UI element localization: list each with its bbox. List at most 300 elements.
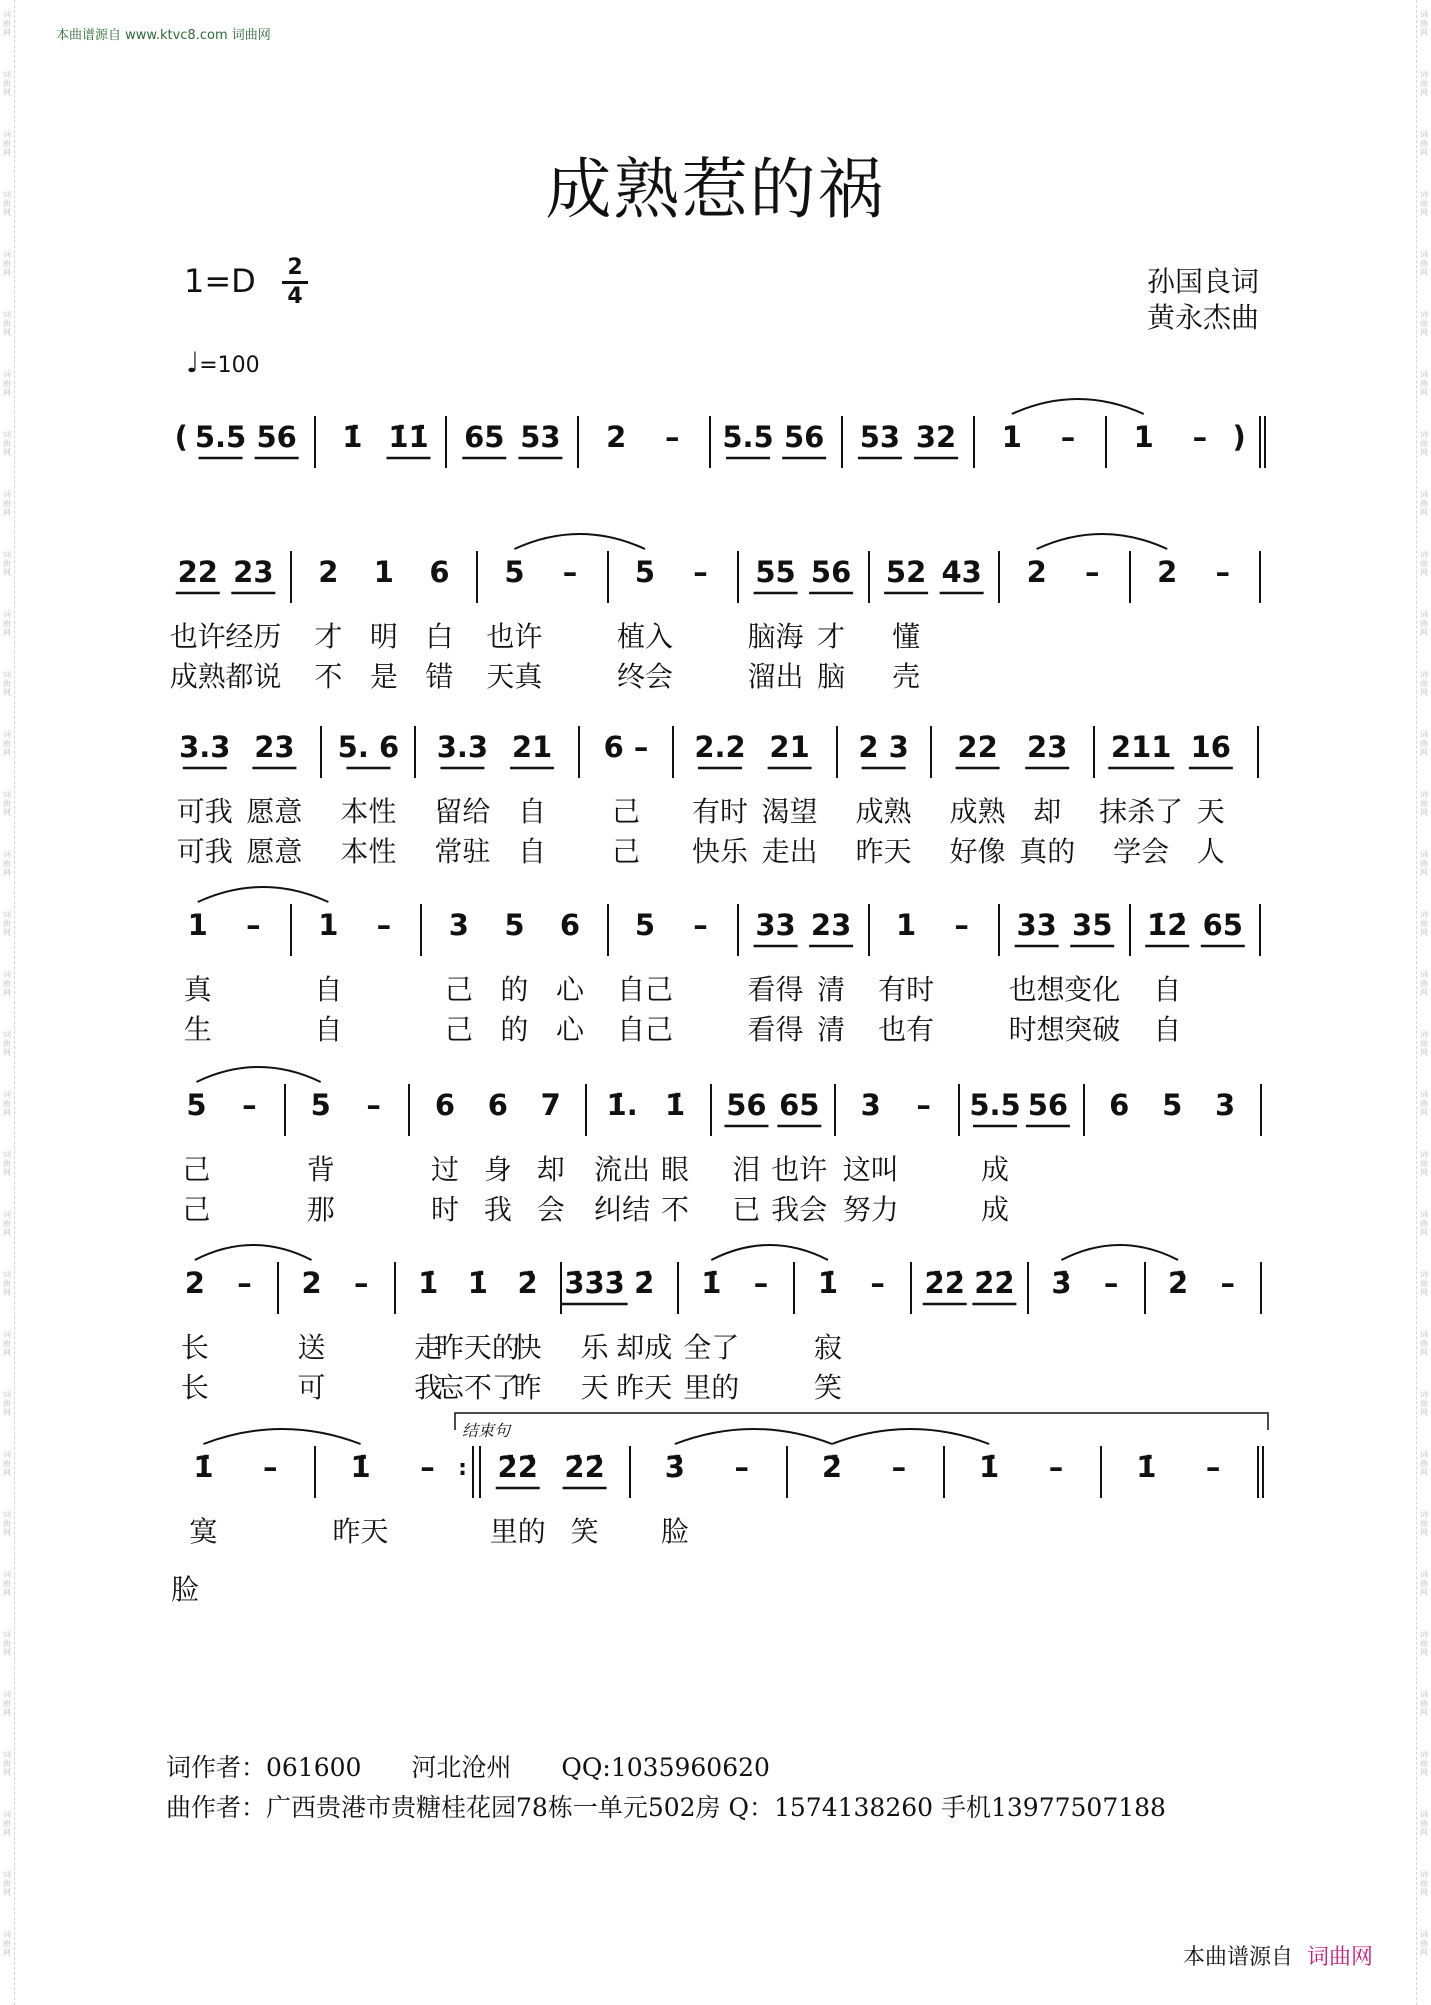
barline xyxy=(394,1262,396,1314)
lyric-word: 走出 xyxy=(761,835,818,868)
lyric-word: 溜出 xyxy=(747,660,804,693)
tie-slur xyxy=(195,1245,312,1260)
barline xyxy=(998,551,1000,603)
note-group: 2 xyxy=(1157,555,1178,589)
note-group: 1̇ xyxy=(193,1450,214,1484)
edge-watermark-mark: 词曲网 xyxy=(1420,970,1428,997)
barline xyxy=(834,1084,836,1136)
edge-watermark-mark: 词曲网 xyxy=(1420,70,1428,97)
barline xyxy=(930,726,932,778)
quarter-note-icon: ♩ xyxy=(186,346,200,379)
lyric-word: 过 xyxy=(430,1153,460,1186)
edge-watermark-mark: 词曲网 xyxy=(1420,1690,1428,1717)
lyric-word: 自 xyxy=(518,835,547,868)
lyric-word: 己 xyxy=(182,1193,211,1226)
edge-watermark-mark: 词曲网 xyxy=(1420,1750,1428,1777)
note-group: 1̇ xyxy=(418,1266,439,1300)
edge-watermark-mark: 词曲网 xyxy=(1420,10,1428,37)
edge-watermark-mark: 词曲网 xyxy=(3,490,11,517)
edge-watermark-mark: 词曲网 xyxy=(3,1090,11,1117)
barline xyxy=(1259,904,1261,956)
note-group: 1̇ xyxy=(701,1266,722,1300)
tie-slur xyxy=(711,1245,828,1260)
lyric-word: 天真 xyxy=(486,660,543,693)
tie-slur xyxy=(514,534,645,549)
lyric-word: 笑 xyxy=(813,1371,843,1404)
edge-watermark-mark: 词曲网 xyxy=(3,1690,11,1717)
edge-watermark-mark: 词曲网 xyxy=(3,610,11,637)
barline xyxy=(314,1446,316,1498)
edge-watermark-mark: 词曲网 xyxy=(3,550,11,577)
note-group: – xyxy=(1103,1266,1119,1300)
lyric-word: 天 xyxy=(1196,795,1225,828)
lyric-word: 抹杀了 xyxy=(1099,795,1184,828)
lyric-word: 流出 xyxy=(594,1153,651,1186)
note-group: 3 xyxy=(860,1088,881,1122)
lyric-word: 愿意 xyxy=(246,835,303,868)
lyric-word: 自己 xyxy=(616,1013,674,1046)
note-group: – xyxy=(263,1450,278,1484)
note-group: – xyxy=(246,908,261,942)
note-group: 5 xyxy=(504,555,525,589)
lyric-word: 走 xyxy=(414,1331,443,1364)
bracket: ) xyxy=(1232,420,1246,454)
lyric-word: 己 xyxy=(182,1153,211,1186)
note-group: 21 xyxy=(769,730,810,764)
barline xyxy=(677,1262,679,1314)
note-group: – xyxy=(242,1088,257,1122)
edge-watermark-mark: 词曲网 xyxy=(1420,490,1428,517)
lyric-word: 突破 xyxy=(1064,1013,1121,1046)
barline xyxy=(320,726,322,778)
note-group: 2̇ xyxy=(517,1266,538,1300)
lyric-word: 己 xyxy=(611,795,641,828)
note-group: 5 xyxy=(186,1088,207,1122)
barline xyxy=(1260,1262,1262,1314)
note-group: 5 xyxy=(1162,1088,1183,1122)
edge-watermark-mark: 词曲网 xyxy=(1420,1630,1428,1657)
edge-watermark-mark: 词曲网 xyxy=(1420,1570,1428,1597)
lyric-word: 清 xyxy=(817,973,846,1006)
barline xyxy=(314,416,316,468)
lyric-word: 我会 xyxy=(771,1193,828,1226)
edge-watermark-mark: 词曲网 xyxy=(1420,1330,1428,1357)
note-group: 56 xyxy=(810,555,852,589)
barline xyxy=(672,726,674,778)
edge-watermark-mark: 词曲网 xyxy=(3,310,11,337)
note-group: 65 xyxy=(1202,908,1243,942)
note-group: – xyxy=(954,908,969,942)
barline xyxy=(737,904,739,956)
note-group: – xyxy=(376,908,392,942)
edge-watermark-mark: 词曲网 xyxy=(3,730,11,757)
barline xyxy=(476,551,478,603)
edge-watermark-mark: 词曲网 xyxy=(3,1750,11,1777)
edge-watermark-mark: 词曲网 xyxy=(1420,730,1428,757)
note-group: 3.3 xyxy=(179,730,231,764)
barline xyxy=(1260,1084,1262,1136)
lyric-word: 我 xyxy=(414,1371,443,1404)
note-group: 1̇ xyxy=(342,420,363,454)
note-group: 2̇ xyxy=(821,1450,843,1484)
right-edge-strip xyxy=(1416,0,1431,2005)
lyric-word: 都说 xyxy=(225,660,282,693)
note-group: – xyxy=(420,1450,435,1484)
edge-watermark-mark: 词曲网 xyxy=(3,70,11,97)
barline xyxy=(420,904,422,956)
note-group: 6 – xyxy=(603,730,649,764)
barline xyxy=(910,1262,912,1314)
final-barline xyxy=(1257,1446,1264,1498)
note-group: 6 xyxy=(434,1088,456,1122)
barline xyxy=(577,416,579,468)
note-group: 2̇ xyxy=(634,1266,655,1300)
edge-watermark-mark: 词曲网 xyxy=(1420,1090,1428,1117)
lyric-word: 可我 xyxy=(176,835,233,868)
lyric-word: 已 xyxy=(732,1193,761,1226)
barline xyxy=(1093,726,1095,778)
time-signature xyxy=(282,256,308,309)
barline xyxy=(868,904,870,956)
lyric-word: 脑海 xyxy=(747,620,804,653)
note-group: 1 xyxy=(373,555,394,589)
barline xyxy=(1129,551,1131,603)
ending-label: 结束句 xyxy=(462,1421,511,1440)
note-group: – xyxy=(693,555,708,589)
edge-watermark-mark: 词曲网 xyxy=(1420,1870,1428,1897)
lyricist-credit: 孙国良词 xyxy=(1146,265,1259,298)
tempo-value: =100 xyxy=(199,353,260,378)
note-group: 2 xyxy=(1026,555,1047,589)
note-group: 6 xyxy=(429,555,450,589)
lyric-word: 真的 xyxy=(1019,835,1076,868)
tie-slur xyxy=(832,1429,989,1444)
note-group: – xyxy=(1205,1450,1221,1484)
note-group: 56 xyxy=(256,420,297,454)
lyric-word: 的 xyxy=(500,1013,529,1046)
note-group: 1 xyxy=(1001,420,1022,454)
note-group: – xyxy=(562,555,578,589)
note-group: 1̇ xyxy=(664,1088,686,1122)
lyric-word: 自 xyxy=(1153,1013,1182,1046)
lyric-word: 忘不了 xyxy=(435,1371,520,1404)
barline xyxy=(836,726,838,778)
edge-watermark-mark: 词曲网 xyxy=(3,370,11,397)
tie-slur xyxy=(1061,1245,1178,1260)
tie-slur xyxy=(1037,534,1168,549)
lyric-word: 也许 xyxy=(771,1153,828,1186)
lyric-word: 成熟 xyxy=(949,795,1006,828)
edge-watermark-mark: 词曲网 xyxy=(3,850,11,877)
note-group: 1 xyxy=(187,908,208,942)
lyric-word: 却 xyxy=(1033,795,1062,828)
lyric-word: 好像 xyxy=(949,835,1006,868)
note-group: 3 xyxy=(448,908,469,942)
lyric-word: 也有 xyxy=(878,1013,935,1046)
lyric-word: 长 xyxy=(180,1331,209,1364)
note-group: 2̇2̇ xyxy=(924,1266,965,1300)
note-group: 5.5 xyxy=(969,1088,1021,1122)
note-group: 5 xyxy=(504,908,525,942)
note-group: 23 xyxy=(1027,730,1068,764)
lyric-word: 有时 xyxy=(691,795,749,828)
edge-watermark-mark: 词曲网 xyxy=(3,1930,11,1957)
lyric-word: 全了 xyxy=(683,1331,740,1364)
lyric-word: 才 xyxy=(817,620,846,653)
lyric-word: 快乐 xyxy=(691,835,749,868)
barline xyxy=(709,416,711,468)
note-group: – xyxy=(665,420,680,454)
note-group: – xyxy=(753,1266,769,1300)
edge-watermark-mark: 词曲网 xyxy=(1420,670,1428,697)
note-group: – xyxy=(1215,555,1231,589)
barline xyxy=(841,416,843,468)
lyric-word: 看得 xyxy=(747,973,804,1006)
lyric-word: 懂 xyxy=(892,620,921,653)
lyric-word: 脸 xyxy=(660,1515,689,1548)
note-group: 33 xyxy=(1016,908,1057,942)
note-group: 1̇. xyxy=(606,1088,638,1122)
lyric-word: 自 xyxy=(314,973,343,1006)
note-group: 21 xyxy=(511,730,553,764)
lyric-word: 笑 xyxy=(570,1515,599,1548)
lyric-word: 才 xyxy=(314,620,343,653)
lyric-word: 成熟 xyxy=(855,795,912,828)
edge-watermark-mark: 词曲网 xyxy=(3,970,11,997)
note-group: 3.3 xyxy=(436,730,489,764)
tie-slur xyxy=(198,887,329,902)
note-group: 1̇ xyxy=(817,1266,839,1300)
note-group: 33 xyxy=(755,908,796,942)
note-group: 35 xyxy=(1072,908,1113,942)
lyric-word: 眼 xyxy=(661,1153,690,1186)
note-group: 55 xyxy=(755,555,796,589)
barline xyxy=(1083,1084,1085,1136)
barline xyxy=(868,551,870,603)
lyric-word: 背 xyxy=(306,1153,335,1186)
note-group: 43 xyxy=(941,555,982,589)
lyric-word: 植入 xyxy=(616,620,674,653)
lyric-word: 经历 xyxy=(225,620,282,653)
note-group: – xyxy=(1220,1266,1236,1300)
barline xyxy=(943,1446,945,1498)
lyric-word: 昨天 xyxy=(616,1371,673,1404)
lyric-word: 变化 xyxy=(1064,973,1121,1006)
note-group: – xyxy=(1192,420,1208,454)
barline xyxy=(585,1084,587,1136)
edge-watermark-mark: 词曲网 xyxy=(3,1390,11,1417)
lyric-word: 里的 xyxy=(489,1515,546,1548)
lyric-word: 清 xyxy=(817,1013,846,1046)
edge-watermark-mark: 词曲网 xyxy=(1420,130,1428,157)
lyric-word: 昨天 xyxy=(332,1515,389,1548)
barline xyxy=(737,551,739,603)
note-group: 2 xyxy=(184,1266,205,1300)
note-group: 3̇ xyxy=(664,1450,685,1484)
note-group: – xyxy=(891,1450,907,1484)
lyric-word: 时想 xyxy=(1008,1013,1065,1046)
bottom-source-brand: 词曲网 xyxy=(1306,1945,1373,1970)
edge-watermark-mark: 词曲网 xyxy=(1420,190,1428,217)
note-group: 1̇ xyxy=(350,1450,371,1484)
note-group: 23 xyxy=(810,908,852,942)
ending-bracket xyxy=(455,1413,1268,1430)
lyric-word: 可 xyxy=(297,1371,326,1404)
note-group: 16 xyxy=(1190,730,1231,764)
edge-watermark-mark: 词曲网 xyxy=(1420,1030,1428,1057)
note-group: 3̇3̇3̇ xyxy=(564,1266,625,1300)
note-group: 32 xyxy=(915,420,957,454)
barline xyxy=(290,551,292,603)
edge-watermark-mark: 词曲网 xyxy=(1420,910,1428,937)
tie-slur xyxy=(196,1067,320,1082)
note-group: 2̇ xyxy=(1168,1266,1189,1300)
lyric-word: 昨 xyxy=(513,1371,542,1404)
edge-watermark-mark: 词曲网 xyxy=(3,430,11,457)
edge-watermark-mark: 词曲网 xyxy=(3,790,11,817)
lyric-word: 天 xyxy=(580,1371,609,1404)
barline xyxy=(284,1084,286,1136)
lyric-word: 寞 xyxy=(189,1515,218,1548)
lyric-word: 会 xyxy=(536,1193,565,1226)
song-title: 成熟惹的祸 xyxy=(545,151,886,228)
lyric-word: 长 xyxy=(180,1371,209,1404)
edge-watermark-mark: 词曲网 xyxy=(3,670,11,697)
lyric-word: 却 xyxy=(536,1153,565,1186)
edge-watermark-mark: 词曲网 xyxy=(3,250,11,277)
note-group: – xyxy=(366,1088,381,1122)
barline xyxy=(1257,726,1259,778)
lyric-word: 时 xyxy=(430,1193,460,1226)
note-group: 65 xyxy=(779,1088,820,1122)
tie-slur xyxy=(675,1429,832,1444)
edge-watermark-mark: 词曲网 xyxy=(1420,1930,1428,1957)
lyric-word: 不 xyxy=(661,1193,690,1226)
note-group: 1̇ xyxy=(1136,1450,1157,1484)
note-group: 5 xyxy=(310,1088,331,1122)
lyric-word: 却成 xyxy=(616,1331,673,1364)
barline xyxy=(710,1084,712,1136)
note-group: 23 xyxy=(233,555,274,589)
barline xyxy=(786,1446,788,1498)
edge-watermark-mark: 词曲网 xyxy=(1420,1390,1428,1417)
lyric-word: 身 xyxy=(483,1153,512,1186)
lyric-word: 有时 xyxy=(878,973,935,1006)
lyric-word: 渴望 xyxy=(761,795,818,828)
lyric-word: 自 xyxy=(314,1013,343,1046)
note-group: 1 xyxy=(1133,420,1154,454)
lyric-word: 明 xyxy=(369,620,398,653)
edge-watermark-mark: 词曲网 xyxy=(3,1030,11,1057)
edge-watermark-mark: 词曲网 xyxy=(1420,1450,1428,1477)
barline xyxy=(1100,1446,1102,1498)
lyric-word: 己 xyxy=(611,835,641,868)
barline xyxy=(277,1262,279,1314)
lyric-word: 是 xyxy=(369,660,398,693)
lyric-word: 寂 xyxy=(813,1331,843,1364)
note-group: 56 xyxy=(1027,1088,1069,1122)
note-group: 1 xyxy=(318,908,339,942)
lyric-word: 成 xyxy=(980,1193,1010,1226)
tie-slur xyxy=(1012,399,1144,414)
note-group: – xyxy=(916,1088,931,1122)
note-group: 65 xyxy=(464,420,505,454)
edge-watermark-mark: 词曲网 xyxy=(3,190,11,217)
note-group: 1̇2̇ xyxy=(1147,908,1188,942)
bottom-source xyxy=(1183,1940,1373,1971)
left-edge-strip xyxy=(0,0,15,2005)
edge-watermark-mark: 词曲网 xyxy=(3,1870,11,1897)
time-top: 2 xyxy=(287,255,303,280)
note-group: 1̇ xyxy=(467,1266,488,1300)
note-group: 2̇2̇ xyxy=(974,1266,1015,1300)
note-group: 2 xyxy=(606,420,627,454)
footer-lyricist: 词作者：061600 河北沧州 QQ:1035960620 xyxy=(166,1753,770,1782)
note-group: 22 xyxy=(957,730,998,764)
barline xyxy=(408,1084,410,1136)
barline xyxy=(1129,904,1131,956)
lyric-word: 的 xyxy=(500,973,529,1006)
lyric-word: 也许 xyxy=(486,620,543,653)
edge-watermark-mark: 词曲网 xyxy=(3,1570,11,1597)
lyric-word: 也许 xyxy=(169,620,226,653)
note-group: 2 xyxy=(301,1266,322,1300)
lyric-word: 纠结 xyxy=(594,1193,651,1226)
edge-watermark-mark: 词曲网 xyxy=(1420,1510,1428,1537)
lyric-word: 愿意 xyxy=(246,795,303,828)
bottom-source-text: 本曲谱源自 xyxy=(1182,1945,1293,1970)
lyric-word: 那 xyxy=(306,1193,335,1226)
lyric-word: 昨天 xyxy=(855,835,912,868)
barline xyxy=(793,1262,795,1314)
note-group: 22 xyxy=(177,555,218,589)
lyric-word: 送 xyxy=(297,1331,326,1364)
note-group: 3̇ xyxy=(1051,1266,1072,1300)
note-group: 52 xyxy=(885,555,927,589)
note-group: 211 xyxy=(1110,730,1172,764)
lyric-word: 乐 xyxy=(580,1331,609,1364)
edge-watermark-mark: 词曲网 xyxy=(1420,1150,1428,1177)
edge-watermark-mark: 词曲网 xyxy=(1420,1810,1428,1837)
barline xyxy=(414,726,416,778)
final-barline xyxy=(1259,416,1266,468)
edge-watermark-mark: 词曲网 xyxy=(1420,850,1428,877)
time-bottom: 4 xyxy=(287,284,303,309)
edge-watermark-mark: 词曲网 xyxy=(3,1330,11,1357)
note-group: 2 xyxy=(318,555,339,589)
repeat-dots: : xyxy=(458,1456,467,1481)
edge-watermark-mark: 词曲网 xyxy=(1420,610,1428,637)
note-group: – xyxy=(1060,420,1076,454)
lyric-word: 心 xyxy=(555,1013,585,1046)
lyric-word: 终会 xyxy=(616,660,674,693)
lyric-word: 可我 xyxy=(176,795,233,828)
note-group: 5.5 xyxy=(722,420,774,454)
lyric-word: 生 xyxy=(183,1013,212,1046)
lyric-word: 本性 xyxy=(340,795,397,828)
note-group: 5 xyxy=(634,908,656,942)
note-group: 5. 6 xyxy=(337,730,400,764)
lyric-word: 常驻 xyxy=(434,835,491,868)
note-group: – xyxy=(1048,1450,1064,1484)
lyric-word: 快 xyxy=(513,1331,542,1364)
lyric-word: 泪 xyxy=(732,1153,761,1186)
lyric-word: 成熟 xyxy=(169,660,226,693)
note-group: 23 xyxy=(254,730,295,764)
barline xyxy=(1144,1262,1146,1314)
barline xyxy=(1027,1262,1029,1314)
barline xyxy=(958,1084,960,1136)
